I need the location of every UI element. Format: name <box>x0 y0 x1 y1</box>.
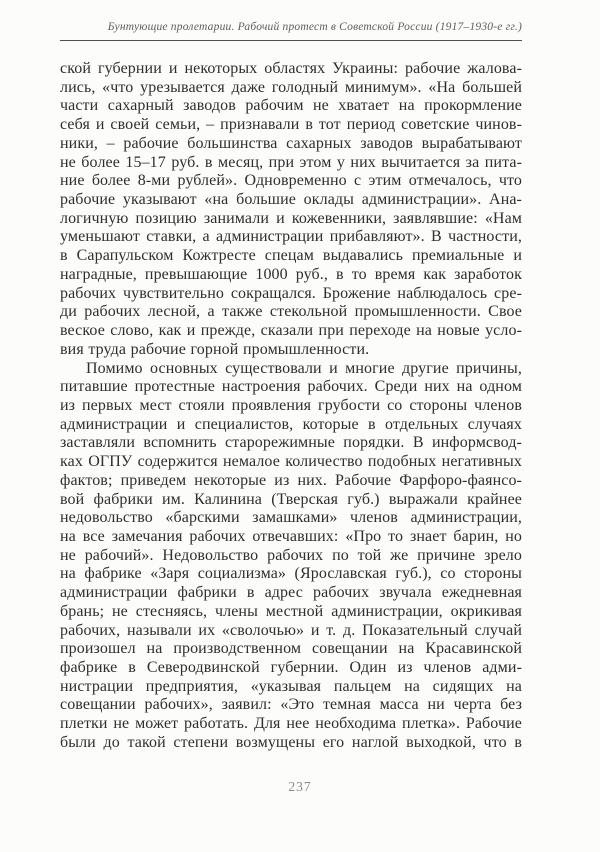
text-line: веское слово, как и прежде, сказали при переходе на новые усло- <box>60 322 522 340</box>
text-line: рабочих чувствительно сокращался. Брожение наблюдалось сре- <box>60 284 522 302</box>
text-line: не более 15–17 руб. в месяц, при этом у них вычитается за пита- <box>60 153 522 171</box>
text-line: ние более 8-ми рублей». Одновременно с этим отмечалось, что <box>60 172 522 190</box>
text-line: части сахарный заводов рабочим не хватает на прокормление <box>60 97 522 115</box>
text-line: плетки не может работать. Для нее необходима плетка». Рабочие <box>60 715 522 733</box>
text-line: на фабрике «Заря социализма» (Ярославская губ.), со стороны <box>60 565 522 583</box>
text-line: ди рабочих лесной, а также стекольной промышленности. Свое <box>60 303 522 321</box>
text-line: ской губернии и некоторых областях Украины: рабочие жалова- <box>60 60 522 77</box>
text-line: на все замечания рабочих отвечавших: «Про то знает барин, но <box>60 527 522 545</box>
text-line: совещании рабочих», заявил: «Это темная масса ни черта без <box>60 696 522 714</box>
text-line: рабочих, называли их «сволочью» и т. д. Показательный случай <box>60 621 522 639</box>
text-line: не рабочий». Недовольство рабочих по той же причине зрело <box>60 546 522 564</box>
text-line: администрации фабрики в адрес рабочих звучала ежедневная <box>60 584 522 602</box>
text-line: брань; не стесняясь, члены местной администрации, окрикивая <box>60 602 522 620</box>
text-line: Помимо основных существовали и многие другие причины, <box>86 359 522 377</box>
text-line: из первых мест стояли проявления грубости со стороны членов <box>60 396 522 414</box>
page-number: 237 <box>288 779 312 794</box>
text-line: себя и своей семьи, – признавали в тот период советские чинов- <box>60 116 522 134</box>
text-line: фактов; приведем некоторые из них. Рабочие Фарфоро-фаянсо- <box>60 471 522 489</box>
text-line: наградные, превышающие 1000 руб., в то время как заработок <box>60 265 522 283</box>
text-line: администрации и специалистов, которые в отдельных случаях <box>60 415 522 433</box>
running-head: Бунтующие пролетарии. Рабочий протест в Советской России (1917–1930-е гг.) <box>60 21 522 41</box>
paragraph <box>60 60 522 360</box>
text-line: были до такой степени возмущены его наглой выходкой, что в <box>60 733 522 751</box>
text-line: вия труда рабочие горной промышленности. <box>60 340 370 358</box>
text-line: нистрации предприятия, «указывая пальцем на сидящих на <box>60 677 522 695</box>
text-line: недовольство «барскими замашками» членов администрации, <box>60 509 522 527</box>
text-line: логичную позицию занимали и кожевенники, заявлявшие: «Нам <box>60 209 522 227</box>
text-line: вой фабрики им. Калинина (Тверская губ.) выражали крайнее <box>60 490 522 508</box>
text-line: питавшие протестные настроения рабочих. Среди них на одном <box>60 378 522 396</box>
text-line: ники, – рабочие большинства сахарных заводов вырабатывают <box>60 134 522 152</box>
text-line: рабочие указывают «на большие оклады администрации». Ана- <box>60 191 522 209</box>
text-line: произошел на производственном совещании на Красавинской <box>60 640 522 658</box>
text-line: в Сарапульском Кожтресте спецам выдавались премиальные и <box>60 247 522 265</box>
text-line: уменьшают ставки, а администрации прибавляют». В частности, <box>60 228 522 246</box>
page-text-block <box>60 60 522 753</box>
text-line: лись, «что урезывается даже голодный минимум». «На большей <box>60 78 522 96</box>
text-line: фабрике в Северодвинской губернии. Один из членов адми- <box>60 659 522 676</box>
text-line: заставляли вспомнить старорежимные порядки. В информсвод- <box>60 434 522 452</box>
text-line: ках ОГПУ содержится немалое количество подобных негативных <box>60 453 522 471</box>
paragraph <box>60 360 522 753</box>
